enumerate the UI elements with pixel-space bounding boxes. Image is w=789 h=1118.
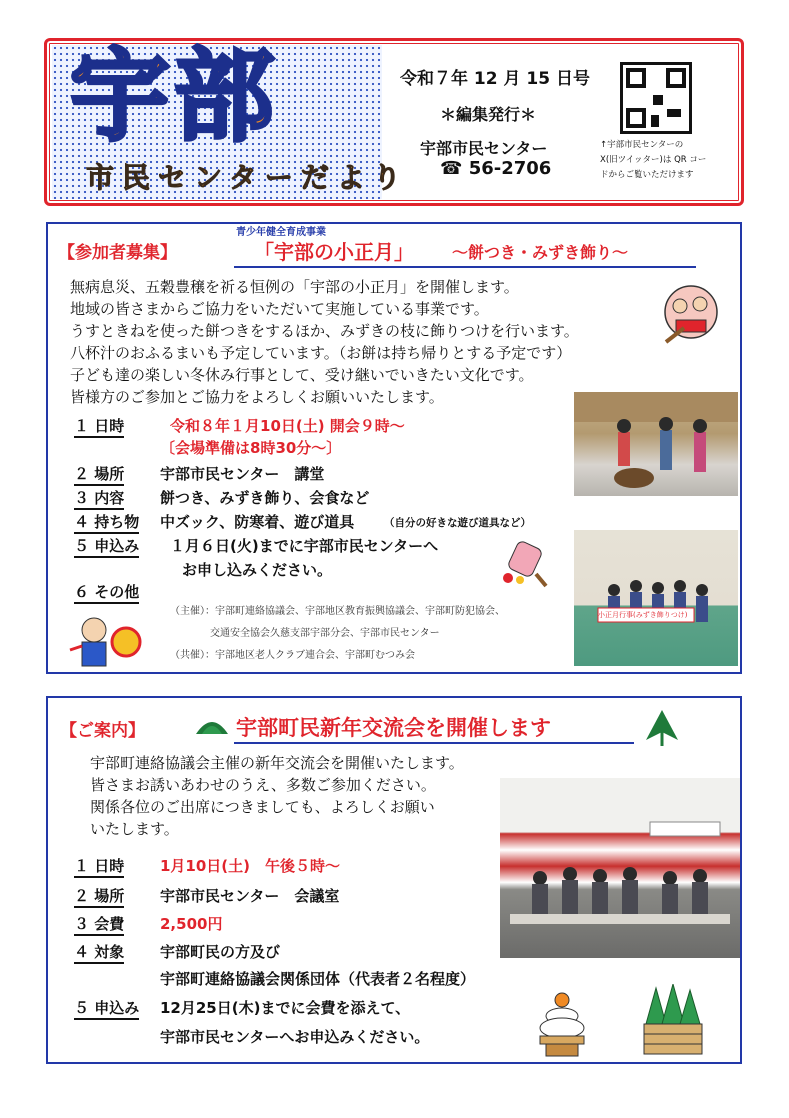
event1-item-note: （自分の好きな遊び道具など） — [384, 517, 531, 529]
event1-item-label: ３ 内容 — [74, 488, 124, 510]
event2-item-value: 宇部市民センターへお申込みください。 — [160, 1028, 430, 1046]
qr-note-line: X(旧ツイッター)は QR コー — [600, 155, 707, 165]
event2-item-value: 1月10日(土) 午後５時～ — [160, 857, 341, 875]
kadomatsu-illustration — [636, 984, 710, 1062]
organizer-line: （共催）：宇部地区老人クラブ連合会、宇部町むつみ会 — [170, 650, 415, 661]
qr-module — [667, 109, 681, 117]
masthead-title: 宇部 — [70, 38, 278, 155]
phone-number: ☎ 56-2706 — [440, 158, 552, 179]
publisher-label: ＊編集発行＊ — [440, 105, 537, 124]
qr-module — [653, 95, 663, 105]
event1-body — [70, 276, 579, 408]
lucky-charm-illustration — [656, 276, 726, 350]
event2-item-value: 宇部町民の方及び — [160, 943, 281, 961]
event2-item-label: ３ 会費 — [74, 914, 124, 936]
body-line: うすときねを使った餅つきをするほか、みずきの枝に飾りつけを行います。 — [70, 322, 579, 340]
event2-item-label: ２ 場所 — [74, 886, 124, 908]
publisher-name: 宇部市民センター — [420, 139, 548, 158]
mochi-pounding-photo — [574, 392, 738, 496]
masthead-subtitle: 市民センターだより — [86, 161, 409, 194]
body-line: 子ども達の楽しい冬休み行事として、受け継いでいきたい文化です。 — [70, 366, 534, 384]
event1-item-value: 中ズック、防寒着、遊び道具 — [160, 513, 355, 531]
organizer-line: 交通安全協会久慈支部宇部分会、宇部市民センター — [210, 628, 440, 639]
qr-note-line: ドからご覧いただけます — [600, 170, 694, 180]
event1-item-label: １ 日時 — [74, 416, 124, 438]
body-line: いたします。 — [90, 820, 179, 838]
event2-item-label: ５ 申込み — [74, 998, 139, 1020]
event1-category: 青少年健全育成事業 — [236, 227, 326, 238]
event1-title: 「宇部の小正月」 — [254, 240, 414, 264]
event2-item-value: 2,500円 — [160, 915, 223, 933]
event2-item-value: 12月25日(木)までに会費を添えて、 — [160, 999, 411, 1017]
qr-code[interactable] — [620, 62, 692, 134]
event1-item-value: 〔会場準備は8時30分～〕 — [160, 439, 342, 457]
event1-item-value: お申し込みください。 — [182, 561, 333, 579]
body-line: 宇部町連絡協議会主催の新年交流会を開催いたします。 — [90, 754, 464, 772]
body-line: 無病息災、五穀豊穣を祈る恒例の「宇部の小正月」を開催します。 — [70, 278, 519, 296]
qr-finder — [666, 68, 686, 88]
issue-date: 令和７年 12 月 15 日号 — [400, 69, 590, 89]
event2-title: 宇部町民新年交流会を開催します — [236, 716, 551, 740]
body-line: 皆様方のご参加とご協力をよろしくお願いいたします。 — [70, 388, 444, 406]
event1-item-value: 令和８年１月10日(土) 開会９時～ — [170, 417, 405, 435]
mizuki-decoration-group-photo — [574, 530, 738, 666]
photo2-sign: 小正月行事(みずき飾りつけ) — [598, 611, 688, 619]
event1-subtitle: ～餅つき・みずき飾り～ — [452, 243, 629, 262]
event2-title-underline — [234, 742, 634, 744]
qr-finder — [626, 108, 646, 128]
event2-item-label: １ 日時 — [74, 856, 124, 878]
event1-item-value: 餅つき、みずき飾り、会食など — [160, 489, 370, 507]
body-line: 八杯汁のおふるまいも予定しています。（お餅は持ち帰りとする予定です） — [70, 344, 572, 362]
event1-title-underline — [234, 266, 696, 268]
body-line: 皆さまお誘いあわせのうえ、多数ご参加ください。 — [90, 776, 436, 794]
event1-item-value: １月６日(火)までに宇部市民センターへ — [170, 537, 439, 555]
qr-finder — [626, 68, 646, 88]
kagami-mochi-illustration — [530, 990, 594, 1060]
event1-item-value: 宇部市民センター 講堂 — [160, 465, 325, 483]
event2-item-value: 宇部町連絡協議会関係団体（代表者２名程度） — [160, 970, 476, 988]
body-line: 関係各位のご出席につきましても、よろしくお願い — [90, 798, 435, 816]
pine-icon — [192, 710, 232, 738]
event2-item-value: 宇部市民センター 会議室 — [160, 887, 340, 905]
event1-tag: 【参加者募集】 — [58, 243, 177, 263]
organizer-line: （主催）：宇部町連絡協議会、宇部地区教育振興協議会、宇部町防犯協会、 — [170, 606, 505, 617]
hagoita-illustration — [498, 540, 550, 588]
event1-item-label: ２ 場所 — [74, 464, 124, 486]
event1-item-label: ６ その他 — [74, 582, 139, 604]
event1-item-label: ４ 持ち物 — [74, 512, 139, 534]
new-year-gathering-photo — [500, 778, 740, 958]
kite-boy-illustration — [64, 612, 144, 674]
event2-body — [90, 752, 464, 840]
event2-tag: 【ご案内】 — [60, 721, 145, 741]
event2-item-label: ４ 対象 — [74, 942, 124, 964]
body-line: 地域の皆さまからご協力をいただいて実施している事業です。 — [70, 300, 489, 318]
pine-icon — [640, 706, 684, 748]
event1-item-label: ５ 申込み — [74, 536, 139, 558]
qr-note-line: ↑宇部市民センターの — [600, 140, 684, 150]
qr-module — [651, 115, 659, 127]
qr-note — [600, 138, 740, 183]
